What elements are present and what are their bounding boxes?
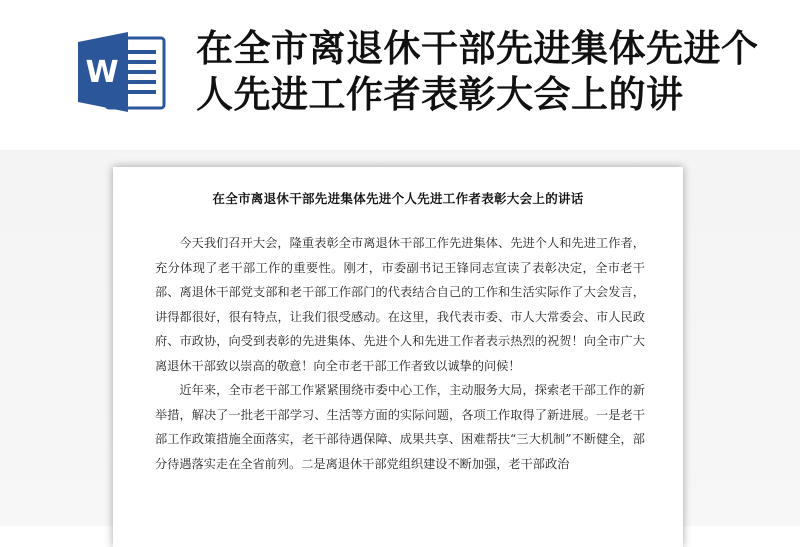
document-body: [155, 231, 645, 476]
word-document-icon: [76, 32, 168, 112]
page-title: 在全市离退休干部先进集体先进个人先进工作者表彰大会上的讲: [196, 27, 759, 116]
paragraph: 近年来，全市老干部工作紧紧围绕市委中心工作，主动服务大局，探索老干部工作的新举措，解决了一批老干部学习、生活等方面的实际问题，各项工作取得了新进展。一是老干部工作政策措施全面落实，老干部待遇保障、成果共享、困难帮扶“三大机制”不断健全，部分待遇落实走在全省前列。二是离退休干部党组织建设不断加强，老干部政治: [155, 383, 645, 471]
header-banner: [0, 0, 800, 150]
document-page: [113, 167, 683, 547]
word-icon-letter: W: [85, 55, 119, 90]
document-title: 在全市离退休干部先进集体先进个人先进工作者表彰大会上的讲话: [212, 191, 584, 206]
paragraph: 今天我们召开大会，隆重表彰全市离退休干部工作先进集体、先进个人和先进工作者，充分体现了老干部工作的重要性。刚才，市委副书记王锋同志宣读了表彰决定，全市老干部、离退休干部党支部和老干部工作部门的代表结合自己的工作和生活实际作了大会发言，讲得都很好，很有特点，让我们很受感动。在这里，我代表市委、市人大常委会、市人民政府、市政协，向受到表彰的先进集体、先进个人和先进工作者表示热烈的祝贺！向全市广大离退休干部致以崇高的敬意！向全市老干部工作者致以诚挚的问候！: [155, 236, 645, 373]
